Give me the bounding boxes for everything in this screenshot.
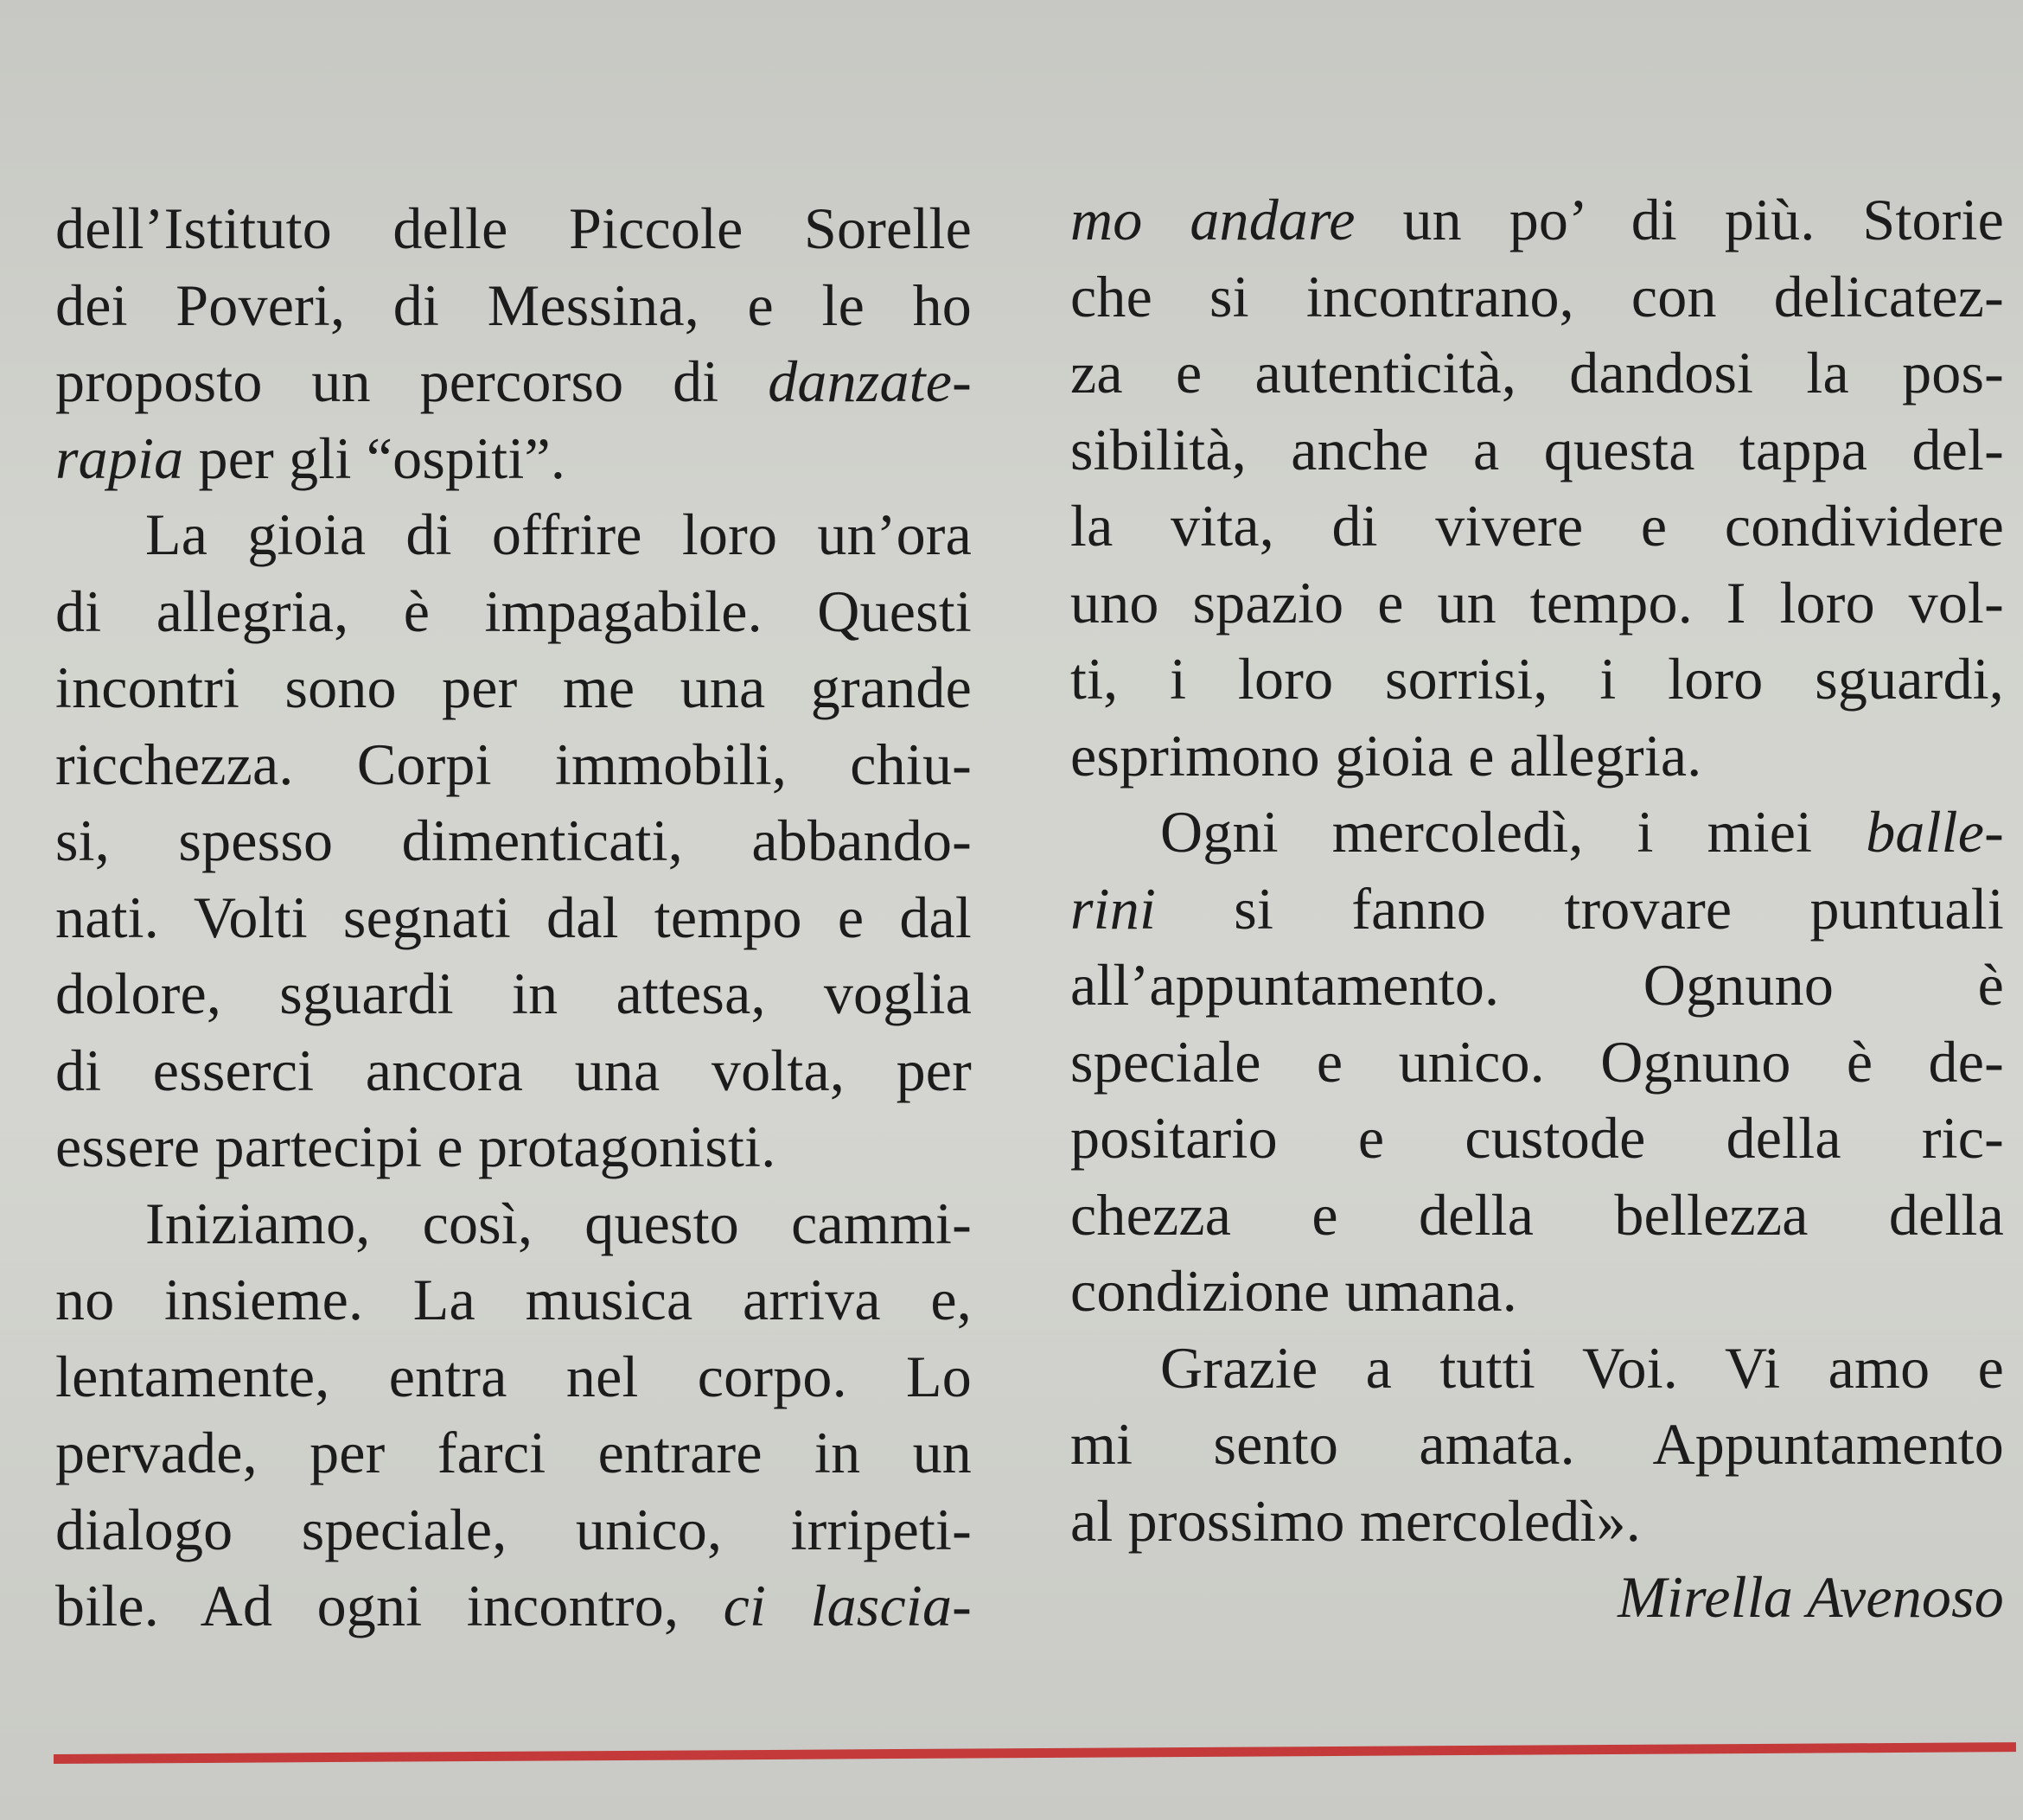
text-segment: Mirella Avenoso xyxy=(1618,1564,2004,1630)
text-segment: Ogni mercoledì, i miei xyxy=(1160,799,1867,865)
text-segment: incontri sono per me una grande xyxy=(55,655,972,720)
text-line xyxy=(1070,335,2004,412)
text-segment: che si incontrano, con delicatez- xyxy=(1070,263,2004,329)
text-segment: un po’ di più. Storie xyxy=(1355,187,2004,252)
text-segment: nati. Volti segnati dal tempo e dal xyxy=(55,884,972,950)
text-line xyxy=(1070,565,2004,642)
text-line xyxy=(55,1261,972,1338)
text-segment: positario e custode della ric- xyxy=(1070,1105,2004,1171)
text-line xyxy=(1070,718,2004,795)
text-segment: esprimono gioia e allegria. xyxy=(1070,722,1702,789)
red-divider-rule xyxy=(54,1742,2016,1764)
text-line xyxy=(1070,259,2004,335)
text-line xyxy=(55,1338,972,1415)
italic-text: rini xyxy=(1070,875,1157,942)
left-text-column xyxy=(55,190,972,1644)
text-line xyxy=(1070,488,2004,565)
text-line xyxy=(1070,641,2004,718)
text-line xyxy=(55,1185,972,1262)
text-segment: proposto un percorso di xyxy=(55,348,769,414)
text-segment: dialogo speciale, unico, irripeti- xyxy=(55,1496,972,1562)
text-segment: dolore, sguardi in attesa, voglia xyxy=(55,961,972,1026)
text-segment: lentamente, entra nel corpo. Lo xyxy=(55,1343,972,1409)
text-line xyxy=(55,267,972,344)
text-segment: mi sento amata. Appuntamento xyxy=(1070,1411,2004,1477)
text-segment: ricchezza. Corpi immobili, chiu- xyxy=(55,731,972,797)
italic-text: rapia xyxy=(55,425,184,491)
text-segment: bile. Ad ogni incontro, xyxy=(55,1573,724,1638)
text-line xyxy=(1070,1100,2004,1177)
text-line xyxy=(55,343,972,420)
text-segment: all’appuntamento. Ognuno è xyxy=(1070,952,2004,1018)
text-line xyxy=(1070,1253,2004,1330)
italic-text: balle- xyxy=(1866,799,2004,865)
right-text-column xyxy=(1070,182,2004,1636)
text-segment: Iniziamo, così, questo cammi- xyxy=(145,1190,972,1256)
text-segment: uno spazio e un tempo. I loro vol- xyxy=(1070,569,2004,635)
text-segment: la vita, di vivere e condividere xyxy=(1070,493,2004,559)
text-line xyxy=(55,879,972,956)
text-segment: dei Poveri, di Messina, e le ho xyxy=(55,271,972,338)
text-line xyxy=(55,496,972,573)
text-segment: za e autenticità, dandosi la pos- xyxy=(1070,340,2004,406)
text-segment: Grazie a tutti Voi. Vi amo e xyxy=(1160,1334,2004,1401)
text-line xyxy=(1070,794,2004,871)
text-line xyxy=(1070,182,2004,259)
text-segment: chezza e della bellezza della xyxy=(1070,1181,2004,1248)
text-line xyxy=(55,190,972,267)
text-segment: sibilità, anche a questa tappa del- xyxy=(1070,416,2004,482)
text-line xyxy=(1070,947,2004,1024)
text-line xyxy=(55,1414,972,1491)
text-segment: di esserci ancora una volta, per xyxy=(55,1037,972,1103)
text-line xyxy=(55,726,972,803)
text-line xyxy=(1070,1177,2004,1254)
text-segment: essere partecipi e protagonisti. xyxy=(55,1114,776,1179)
italic-text: danzate- xyxy=(768,348,972,414)
text-line xyxy=(55,649,972,726)
text-line xyxy=(55,1108,972,1185)
text-segment: ti, i loro sorrisi, i loro sguardi, xyxy=(1070,646,2004,712)
text-segment: si fanno trovare puntuali xyxy=(1156,875,2004,942)
text-line xyxy=(55,802,972,879)
text-segment: dell’Istituto delle Piccole Sorelle xyxy=(55,195,972,261)
text-segment: si, spesso dimenticati, abbando- xyxy=(55,808,972,873)
text-segment: per gli “ospiti”. xyxy=(183,425,566,491)
italic-text: mo andare xyxy=(1070,187,1356,252)
author-signature xyxy=(1070,1559,2004,1636)
text-line xyxy=(55,573,972,650)
text-line xyxy=(1070,871,2004,948)
text-line xyxy=(1070,1483,2004,1560)
text-line xyxy=(55,955,972,1032)
text-line xyxy=(55,1032,972,1109)
text-line xyxy=(1070,1406,2004,1483)
text-segment: La gioia di offrire loro un’ora xyxy=(145,501,972,567)
text-segment: no insieme. La musica arriva e, xyxy=(55,1267,972,1332)
text-line xyxy=(1070,412,2004,489)
text-segment: di allegria, è impagabile. Questi xyxy=(55,578,972,644)
text-segment: speciale e unico. Ognuno è de- xyxy=(1070,1028,2004,1095)
text-segment: al prossimo mercoledì». xyxy=(1070,1487,1641,1554)
italic-text: ci lascia- xyxy=(723,1573,972,1638)
text-line xyxy=(55,1568,972,1644)
text-segment: condizione umana. xyxy=(1070,1258,1517,1324)
text-line xyxy=(1070,1330,2004,1407)
text-line xyxy=(55,420,972,497)
text-segment: pervade, per farci entrare in un xyxy=(55,1420,972,1485)
text-line xyxy=(1070,1024,2004,1101)
text-line xyxy=(55,1491,972,1568)
